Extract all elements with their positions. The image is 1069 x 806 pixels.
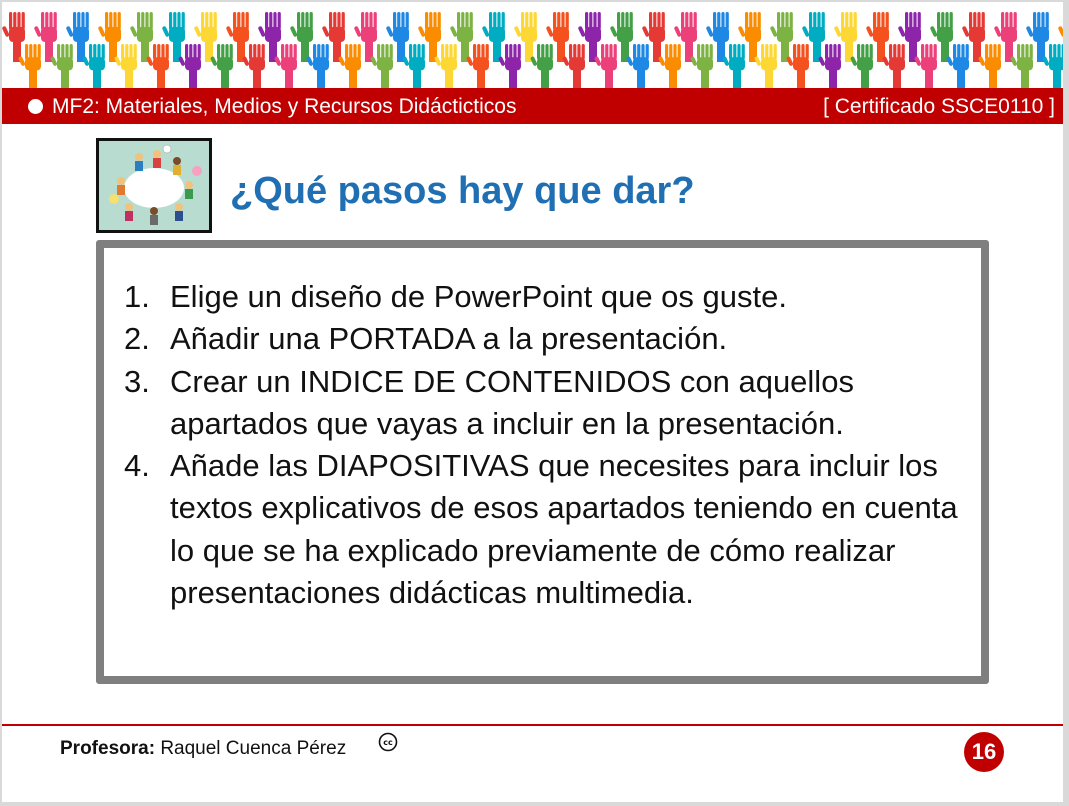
svg-text:cc: cc: [383, 738, 393, 748]
step-number: 2.: [124, 321, 150, 357]
slide-title: ¿Qué pasos hay que dar?: [230, 170, 695, 212]
author-label: Profesora:: [60, 738, 156, 759]
raised-hands-banner-icon: [2, 2, 1063, 88]
step-number: 1.: [124, 279, 150, 314]
list-item: [124, 318, 964, 360]
step-number: 4.: [124, 448, 150, 484]
creative-commons-icon: [378, 732, 398, 752]
step-text: Añadir una PORTADA a la presentación.: [170, 321, 728, 357]
slide: [2, 2, 1063, 802]
group-discussion-illustration-icon: [96, 138, 212, 233]
list-item: [124, 361, 964, 446]
steps-list: [124, 276, 964, 614]
step-text: Crear un INDICE DE CONTENIDOS con aquellos apartados que vayas a incluir en la presentación.: [170, 363, 854, 441]
certificate-label: [ Certificado SSCE0110 ]: [823, 95, 1055, 118]
header-bar: [2, 88, 1063, 124]
page-number-badge: 16: [964, 732, 1004, 772]
list-item: [124, 445, 964, 614]
footer-author: [60, 738, 346, 760]
step-text: Añade las DIAPOSITIVAS que necesites para incluir los textos explicativos de esos apartados teniendo en cuenta lo que se ha explicado previamente de cómo realizar presentaciones didácticas multimedia.: [170, 448, 958, 611]
footer-divider: [2, 724, 1063, 726]
step-number: 3.: [124, 363, 150, 399]
steps-box: [96, 240, 989, 684]
list-item: [124, 276, 964, 318]
step-text: Elige un diseño de PowerPoint que os guste.: [170, 279, 787, 314]
author-name: Raquel Cuenca Pérez: [160, 738, 347, 759]
bullet-dot-icon: [28, 99, 43, 114]
course-title: MF2: Materiales, Medios y Recursos Didácticticos: [52, 95, 517, 118]
